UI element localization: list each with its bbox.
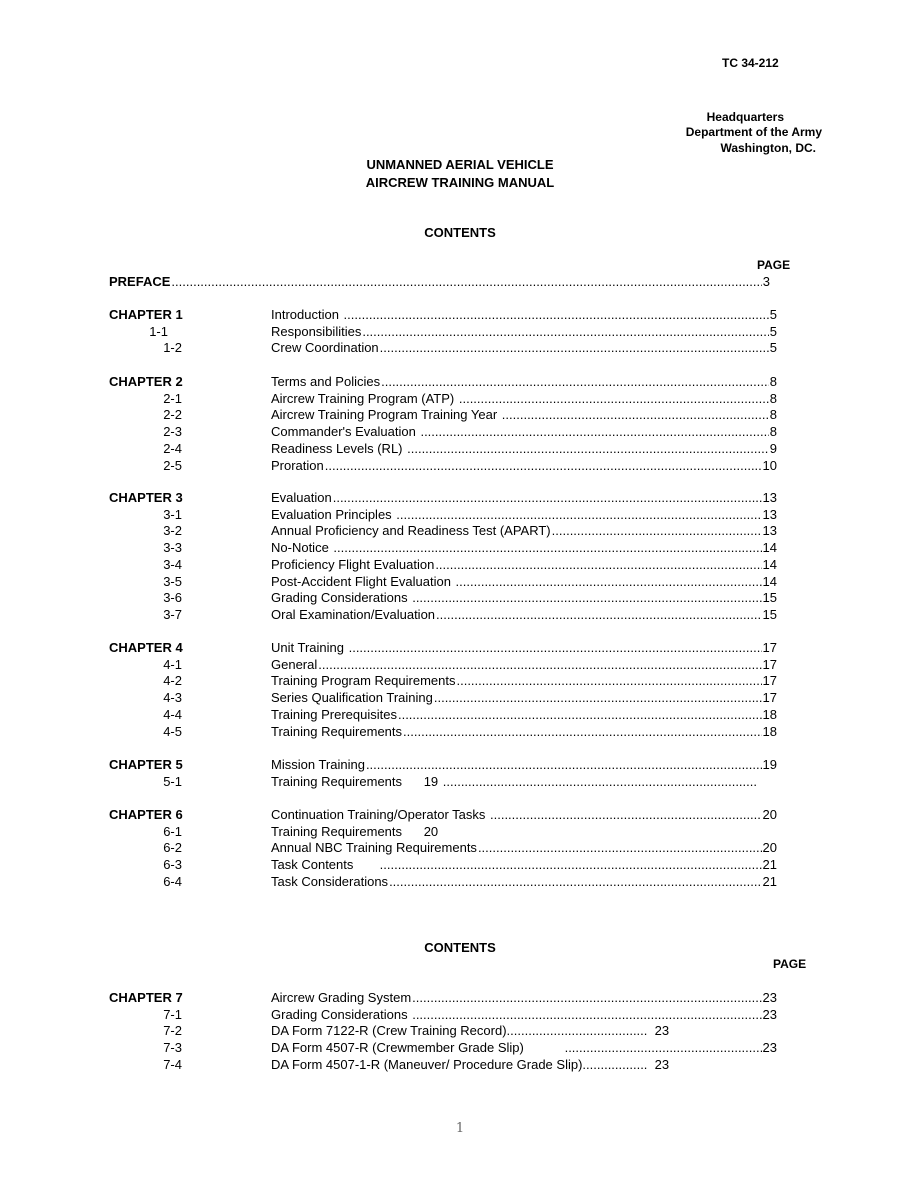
toc-section-number: 4-5 xyxy=(163,723,182,739)
page-number: 1 xyxy=(455,1121,465,1136)
toc-leader xyxy=(318,656,761,673)
toc-row xyxy=(0,823,920,840)
toc-entry xyxy=(271,1006,777,1023)
toc-entry xyxy=(271,390,777,407)
toc-section-number: 3-6 xyxy=(163,590,182,606)
toc-leader xyxy=(407,440,769,457)
toc-row xyxy=(0,339,920,356)
toc-section-number: 3-1 xyxy=(163,506,182,522)
toc-page: 18 xyxy=(762,706,777,722)
toc-row xyxy=(0,390,920,407)
toc-leader xyxy=(456,672,761,689)
toc-leader xyxy=(490,806,762,823)
toc-leader xyxy=(443,773,756,790)
toc-row xyxy=(0,539,920,556)
toc-entry xyxy=(271,539,777,556)
toc-title: Evaluation Principles xyxy=(271,506,396,522)
toc-page: 21 xyxy=(762,873,777,889)
toc-row xyxy=(0,573,920,590)
toc-page: 5 xyxy=(769,340,777,356)
toc-page: 13 xyxy=(762,506,777,522)
toc-page: 8 xyxy=(769,390,777,406)
toc-title: Task Considerations xyxy=(271,873,389,889)
toc-title: Training Program Requirements xyxy=(271,673,456,689)
page-column-heading: PAGE xyxy=(757,258,791,272)
toc-title: Introduction xyxy=(271,307,343,322)
toc-page: 18 xyxy=(762,723,777,739)
toc-row xyxy=(0,839,920,856)
toc-entry xyxy=(271,339,777,356)
toc-page: 20 xyxy=(762,807,777,822)
toc-entry xyxy=(271,723,777,740)
toc-page: 17 xyxy=(762,673,777,689)
toc-row xyxy=(0,506,920,523)
contents-heading-2: CONTENTS xyxy=(424,940,496,955)
toc-page: 17 xyxy=(762,640,777,655)
toc-entry xyxy=(271,522,777,539)
toc-section-number: 2-3 xyxy=(163,424,182,440)
toc-title: Task Contents xyxy=(271,857,379,873)
toc-row xyxy=(0,756,920,773)
toc-row xyxy=(0,723,920,740)
toc-title: Training Requirements xyxy=(271,723,403,739)
toc-page: 23 xyxy=(762,990,777,1005)
toc-section-number: 4-1 xyxy=(163,656,182,672)
toc-row xyxy=(0,606,920,623)
toc-section-number: 3-3 xyxy=(163,540,182,556)
toc-row xyxy=(0,457,920,474)
toc-entry xyxy=(271,573,777,590)
toc-section-number: 1-2 xyxy=(163,340,182,356)
toc-title: Readiness Levels (RL) xyxy=(271,440,407,456)
toc-entry xyxy=(271,1056,777,1073)
toc-leader xyxy=(398,706,762,723)
toc-title: No-Notice xyxy=(271,540,333,556)
title-line-2: AIRCREW TRAINING MANUAL xyxy=(365,175,555,190)
toc-title: Training Prerequisites xyxy=(271,706,397,722)
toc-section-number: 1-1 xyxy=(149,323,168,339)
toc-leader xyxy=(565,1039,762,1056)
toc-entry xyxy=(271,989,777,1006)
toc-row xyxy=(0,873,920,890)
toc-page: 21 xyxy=(762,857,777,873)
toc-entry xyxy=(271,440,777,457)
toc-row xyxy=(0,440,920,457)
toc-row xyxy=(0,656,920,673)
toc-page: 17 xyxy=(762,656,777,672)
toc-page: 8 xyxy=(769,424,777,440)
toc-leader xyxy=(420,423,768,440)
toc-leader xyxy=(380,856,762,873)
toc-row xyxy=(0,306,920,323)
toc-leader xyxy=(412,989,761,1006)
toc-entry xyxy=(271,656,777,673)
toc-page: 20 xyxy=(762,840,777,856)
toc-entry xyxy=(271,373,777,390)
toc-title: Unit Training xyxy=(271,640,348,655)
toc-row xyxy=(0,689,920,706)
toc-leader xyxy=(502,406,769,423)
toc-page: 23 xyxy=(762,1006,777,1022)
toc-section-number: 4-3 xyxy=(163,690,182,706)
toc-row xyxy=(0,639,920,656)
toc-page: 5 xyxy=(769,323,777,339)
toc-title: Series Qualification Training xyxy=(271,690,433,706)
toc-chapter-label: CHAPTER 5 xyxy=(109,757,183,772)
toc-leader xyxy=(380,339,769,356)
toc-row xyxy=(0,1039,920,1056)
toc-leader xyxy=(396,506,761,523)
toc-section-number: 7-4 xyxy=(163,1056,182,1072)
toc-chapter-label: CHAPTER 2 xyxy=(109,374,183,389)
toc-row xyxy=(0,1006,920,1023)
toc-title: Annual NBC Training Requirements xyxy=(271,840,477,856)
toc-page: 8 xyxy=(769,407,777,423)
toc-page: 10 xyxy=(762,457,777,473)
title-line-1: UNMANNED AERIAL VEHICLE xyxy=(366,157,554,172)
toc-row xyxy=(0,589,920,606)
toc-section-number: 2-2 xyxy=(163,407,182,423)
contents-heading: CONTENTS xyxy=(424,225,496,240)
toc-entry xyxy=(271,306,777,323)
toc-entry xyxy=(271,423,777,440)
toc-section-number: 2-1 xyxy=(163,390,182,406)
toc-title: DA Form 4507-1-R (Maneuver/ Procedure Grade Slip) xyxy=(271,1056,583,1072)
toc-leader xyxy=(459,390,769,407)
toc-row xyxy=(0,489,920,506)
toc-leader xyxy=(435,556,761,573)
hq-line-1: Headquarters xyxy=(706,110,784,124)
hq-line-2: Department of the Army xyxy=(685,125,822,139)
toc-leader xyxy=(325,457,762,474)
toc-entry xyxy=(271,706,777,723)
toc-section-number: 3-7 xyxy=(163,606,182,622)
toc-entry xyxy=(271,823,777,840)
toc-page: 8 xyxy=(769,374,777,389)
toc-row-preface xyxy=(0,273,920,290)
toc-chapter-label: CHAPTER 3 xyxy=(109,490,183,505)
toc-section-number: 4-4 xyxy=(163,706,182,722)
toc-chapter-label: CHAPTER 7 xyxy=(109,990,183,1005)
toc-title: Grading Considerations xyxy=(271,590,412,606)
toc-entry xyxy=(271,457,777,474)
toc-entry xyxy=(271,556,777,573)
toc-row xyxy=(0,423,920,440)
toc-leader-page: ....................................... 23 xyxy=(506,1023,670,1039)
toc-section-number: 3-4 xyxy=(163,556,182,572)
toc-entry xyxy=(271,856,777,873)
toc-leader xyxy=(349,639,762,656)
toc-section-number: 7-3 xyxy=(163,1040,182,1056)
toc-section-number: 6-3 xyxy=(163,857,182,873)
toc-entry xyxy=(271,689,777,706)
toc-entry xyxy=(271,1039,777,1056)
toc-section-number: 3-2 xyxy=(163,523,182,539)
toc-leader xyxy=(403,723,762,740)
toc-leader xyxy=(171,273,761,290)
toc-row xyxy=(0,1022,920,1039)
toc-entry xyxy=(271,756,777,773)
toc-title: Annual Proficiency and Readiness Test (APART) xyxy=(271,523,551,539)
toc-title: Post-Accident Flight Evaluation xyxy=(271,573,455,589)
toc-leader-page: .................. 23 xyxy=(582,1056,670,1072)
toc-leader xyxy=(412,1006,761,1023)
page-column-heading-2: PAGE xyxy=(773,957,807,971)
toc-section-number: 7-2 xyxy=(163,1023,182,1039)
toc-title: Evaluation xyxy=(271,490,332,505)
toc-section-number: 6-1 xyxy=(163,823,182,839)
toc-leader xyxy=(333,489,762,506)
toc-leader xyxy=(456,573,762,590)
toc-entry xyxy=(109,273,770,290)
toc-leader xyxy=(412,589,761,606)
toc-entry xyxy=(271,606,777,623)
toc-entry xyxy=(271,773,757,790)
toc-title: PREFACE xyxy=(109,274,171,289)
toc-page: 13 xyxy=(762,523,777,539)
toc-row xyxy=(0,773,920,790)
toc-page: 15 xyxy=(762,606,777,622)
toc-section-number: 5-1 xyxy=(163,773,182,789)
toc-leader xyxy=(366,756,762,773)
toc-entry xyxy=(271,406,777,423)
toc-section-number: 6-2 xyxy=(163,840,182,856)
toc-page: 23 xyxy=(762,1040,777,1056)
toc-row xyxy=(0,373,920,390)
toc-title: Proficiency Flight Evaluation xyxy=(271,556,435,572)
toc-entry xyxy=(271,806,777,823)
toc-entry xyxy=(271,1022,777,1039)
toc-page: 5 xyxy=(769,307,777,322)
toc-title: Commander's Evaluation xyxy=(271,424,420,440)
toc-title: Training Requirements 19 xyxy=(271,773,442,789)
toc-section-number: 6-4 xyxy=(163,873,182,889)
toc-title: Continuation Training/Operator Tasks xyxy=(271,807,489,822)
toc-title: Aircrew Training Program (ATP) xyxy=(271,390,458,406)
toc-entry xyxy=(271,589,777,606)
toc-row xyxy=(0,522,920,539)
toc-title: Crew Coordination xyxy=(271,340,379,356)
toc-title: Proration xyxy=(271,457,324,473)
toc-section-number: 3-5 xyxy=(163,573,182,589)
toc-page: 15 xyxy=(762,590,777,606)
toc-title: Training Requirements 20 xyxy=(271,823,439,839)
toc-row xyxy=(0,406,920,423)
toc-title: Aircrew Grading System xyxy=(271,990,412,1005)
toc-section-number: 4-2 xyxy=(163,673,182,689)
toc-entry xyxy=(271,839,777,856)
toc-title: General xyxy=(271,656,318,672)
toc-section-number: 7-1 xyxy=(163,1006,182,1022)
toc-row xyxy=(0,323,920,340)
toc-section-number: 2-4 xyxy=(163,440,182,456)
toc-title: Aircrew Training Program Training Year xyxy=(271,407,501,423)
toc-title: Terms and Policies xyxy=(271,374,381,389)
toc-section-number: 2-5 xyxy=(163,457,182,473)
toc-title: Oral Examination/Evaluation xyxy=(271,606,436,622)
toc-row xyxy=(0,1056,920,1073)
toc-row xyxy=(0,989,920,1006)
toc-row xyxy=(0,706,920,723)
toc-chapter-label: CHAPTER 6 xyxy=(109,807,183,822)
toc-entry xyxy=(271,489,777,506)
toc-row xyxy=(0,806,920,823)
hq-line-3: Washington, DC. xyxy=(720,141,816,155)
toc-page: 14 xyxy=(762,540,777,556)
toc-page: 14 xyxy=(762,573,777,589)
toc-row xyxy=(0,856,920,873)
toc-leader xyxy=(389,873,761,890)
toc-entry xyxy=(271,672,777,689)
toc-entry xyxy=(271,323,777,340)
toc-entry xyxy=(271,873,777,890)
toc-leader xyxy=(434,689,762,706)
toc-leader xyxy=(381,373,769,390)
toc-row xyxy=(0,556,920,573)
toc-page: 17 xyxy=(762,690,777,706)
document-id: TC 34-212 xyxy=(722,56,779,70)
toc-leader xyxy=(478,839,762,856)
toc-leader xyxy=(333,539,761,556)
toc-chapter-label: CHAPTER 4 xyxy=(109,640,183,655)
toc-leader xyxy=(344,306,769,323)
toc-page: 19 xyxy=(762,757,777,772)
toc-entry xyxy=(271,639,777,656)
toc-leader xyxy=(436,606,762,623)
toc-page: 3 xyxy=(762,274,770,289)
toc-title: Grading Considerations xyxy=(271,1006,412,1022)
toc-leader xyxy=(552,522,762,539)
toc-entry xyxy=(271,506,777,523)
toc-chapter-label: CHAPTER 1 xyxy=(109,307,183,322)
toc-page: 14 xyxy=(762,556,777,572)
toc-page: 13 xyxy=(762,490,777,505)
toc-title: Mission Training xyxy=(271,757,365,772)
toc-title: DA Form 7122-R (Crew Training Record) xyxy=(271,1023,507,1039)
toc-title: DA Form 4507-R (Crewmember Grade Slip) xyxy=(271,1040,564,1056)
toc-page: 9 xyxy=(769,440,777,456)
toc-row xyxy=(0,672,920,689)
toc-title: Responsibilities xyxy=(271,323,362,339)
toc-leader xyxy=(362,323,768,340)
